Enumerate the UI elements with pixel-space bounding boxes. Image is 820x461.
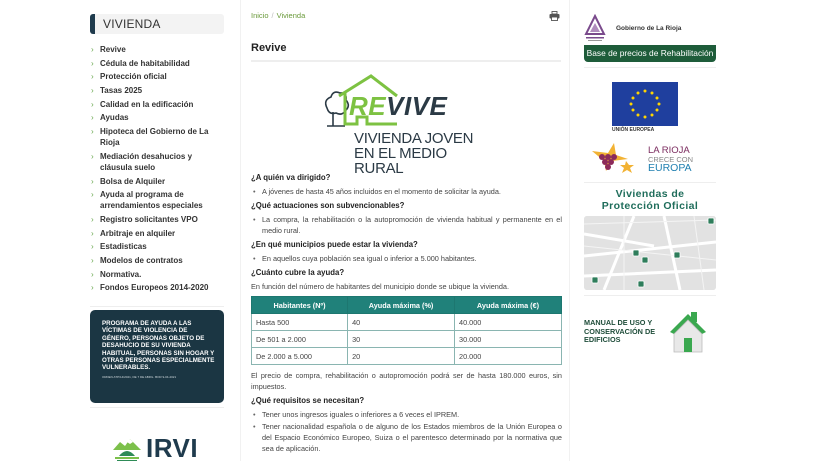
- sidebar-item-arrendamientos[interactable]: › Ayuda al programa de arrendamientos especiales: [91, 190, 203, 211]
- table-cell: 30: [348, 331, 455, 348]
- sidebar-item-cedula[interactable]: › Cédula de habitabilidad: [91, 58, 190, 68]
- question-heading: ¿Qué actuaciones son subvencionables?: [251, 201, 405, 210]
- answer-item: • Tener nacionalidad española o de alguno de los Estados miembros de la Unión Europea o del Espacio Económico Europeo, Suiza o el parentesco determinado por la normativa que sea de aplicación.: [251, 421, 562, 454]
- union-europea-logo[interactable]: [612, 82, 678, 133]
- table-cell: De 501 a 2.000: [252, 331, 348, 348]
- chevron-right-icon: ›: [91, 151, 94, 161]
- page-title: Revive: [251, 42, 287, 54]
- answer-item: • La compra, la rehabilitación o la autopromoción de vivienda habitual y permanente en el medio rural.: [251, 214, 562, 236]
- answer-item: • En aquellos cuya población sea igual o inferior a 5.000 habitantes.: [251, 253, 562, 264]
- chevron-right-icon: ›: [91, 242, 94, 252]
- sidebar-item-fondos[interactable]: › Fondos Europeos 2014-2020: [91, 283, 209, 293]
- answer-list: [251, 409, 562, 454]
- promo-order-text: ORDEN ATP/14/2021, DE 7 DE ABRIL. BOR 9-04-2021: [102, 374, 177, 379]
- chevron-right-icon: ›: [91, 113, 94, 123]
- table-row: [252, 314, 562, 331]
- chevron-right-icon: ›: [91, 228, 94, 238]
- vpo-title: Viviendas de Protección Oficial: [601, 188, 699, 212]
- chevron-right-icon: ›: [91, 269, 94, 279]
- title-divider: [251, 60, 561, 62]
- table-cell: Hasta 500: [252, 314, 348, 331]
- answer-item: • Tener unos ingresos iguales o inferiores a 6 veces el IPREM.: [251, 409, 562, 420]
- table-header: Ayuda máxima (%): [348, 297, 455, 314]
- promo-text: PROGRAMA DE AYUDA A LAS VÍCTIMAS DE VIOLENCIA DE GÉNERO, PERSONAS OBJETO DE DESAHUCIO DE SU VIVIENDA HABITUAL, PERSONAS SIN HOGAR Y OTRAS PERSONAS ESPECIALMENTE VULNERABLES.: [102, 320, 215, 372]
- sidebar-item-hipoteca[interactable]: › Hipoteca del Gobierno de La Rioja: [91, 127, 209, 148]
- manual-text: MANUAL DE USO Y CONSERVACIÓN DE EDIFICIOS: [584, 318, 656, 345]
- question-heading: ¿Qué requisitos se necesitan?: [251, 396, 365, 405]
- vpo-map: [584, 216, 716, 290]
- divider: [90, 407, 224, 408]
- chevron-right-icon: ›: [91, 283, 94, 293]
- chevron-right-icon: ›: [91, 45, 94, 54]
- manual-uso-banner[interactable]: [584, 310, 716, 354]
- chevron-right-icon: ›: [91, 86, 94, 96]
- vpo-map-banner[interactable]: [584, 188, 716, 290]
- chevron-right-icon: ›: [91, 99, 94, 109]
- article-body: [251, 173, 562, 458]
- sidebar-item-ayudas[interactable]: › Ayudas: [91, 113, 129, 123]
- colegio-logo-icon: [584, 14, 606, 44]
- grapes-stars-icon: [588, 141, 640, 177]
- question-heading: ¿En qué municipios puede estar la vivienda?: [251, 240, 418, 249]
- sidebar-item-registro[interactable]: › Registro solicitantes VPO: [91, 214, 198, 224]
- sidebar-item-bolsa[interactable]: › Bolsa de Alquiler: [91, 176, 166, 186]
- chevron-right-icon: ›: [91, 214, 94, 224]
- revive-brand: REVIVE: [349, 91, 448, 121]
- sidebar-item-revive[interactable]: › Revive: [91, 45, 126, 54]
- sidebar-item-mediacion[interactable]: › Mediación desahucios y cláusula suelo: [91, 151, 193, 172]
- table-row: [252, 331, 562, 348]
- table-cell: 20: [348, 348, 455, 365]
- sidebar-item-estadisticas[interactable]: › Estadisticas: [91, 242, 147, 252]
- revive-tagline: VIVIENDA JOVEN EN EL MEDIO RURAL: [354, 130, 474, 177]
- eu-label: UNIÓN EUROPEA: [612, 127, 655, 133]
- paragraph: El precio de compra, rehabilitación o autopromoción podrá ser de hasta 180.000 euros, sin impuestos.: [251, 371, 562, 391]
- breadcrumb-separator: /: [271, 11, 274, 20]
- chevron-right-icon: ›: [91, 127, 94, 137]
- map-icon: [584, 216, 716, 290]
- breadcrumb: [251, 11, 305, 20]
- promo-banner-violencia[interactable]: [90, 310, 224, 403]
- ayuda-table: [251, 296, 562, 365]
- table-row: [252, 348, 562, 365]
- table-cell: 20.000: [455, 348, 562, 365]
- table-cell: 40: [348, 314, 455, 331]
- divider: [584, 67, 716, 68]
- chevron-right-icon: ›: [91, 58, 94, 68]
- answer-list: [251, 186, 562, 197]
- printer-icon[interactable]: [549, 11, 560, 21]
- question-heading: ¿A quién va dirigido?: [251, 173, 331, 182]
- sidebar-item-normativa[interactable]: › Normativa.: [91, 269, 142, 279]
- table-header: Habitantes (Nº): [252, 297, 348, 314]
- table-header-row: [252, 297, 562, 314]
- gobierno-la-rioja-logo: Gobierno de La Rioja: [616, 25, 682, 32]
- divider: [584, 295, 716, 296]
- divider: [584, 182, 716, 183]
- base-precios-label: Base de precios de Rehabilitación: [584, 45, 716, 62]
- right-sidebar: [584, 12, 716, 354]
- answer-list: [251, 253, 562, 264]
- sidebar-menu: [90, 44, 224, 293]
- irvi-logo[interactable]: [112, 434, 198, 461]
- left-sidebar: [90, 14, 224, 461]
- la-rioja-crece-logo[interactable]: LA RIOJA CRECE CON EUROPA: [588, 141, 716, 177]
- answer-list: [251, 214, 562, 236]
- irvi-mountain-icon: [112, 436, 142, 461]
- answer-item: • A jóvenes de hasta 45 años incluidos en el momento de solicitar la ayuda.: [251, 186, 562, 197]
- question-heading: ¿Cuánto cubre la ayuda?: [251, 268, 345, 277]
- table-cell: De 2.000 a 5.000: [252, 348, 348, 365]
- sidebar-item-modelos[interactable]: › Modelos de contratos: [91, 255, 183, 265]
- table-cell: 40.000: [455, 314, 562, 331]
- green-house-icon: [666, 310, 710, 354]
- revive-logo: [319, 74, 489, 177]
- sidebar-item-arbitraje[interactable]: › Arbitraje en alquiler: [91, 228, 176, 238]
- chevron-right-icon: ›: [91, 255, 94, 265]
- sidebar-title: VIVIENDA: [90, 14, 224, 34]
- breadcrumb-vivienda[interactable]: Vivienda: [276, 11, 306, 20]
- eu-flag-icon: [612, 82, 678, 126]
- base-precios-banner[interactable]: [584, 12, 716, 62]
- sidebar-item-proteccion[interactable]: › Protección oficial: [91, 72, 167, 82]
- paragraph: En función del número de habitantes del municipio donde se ubique la vivienda.: [251, 282, 509, 291]
- table-cell: 30.000: [455, 331, 562, 348]
- chevron-right-icon: ›: [91, 176, 94, 186]
- main-content: [240, 0, 570, 461]
- sidebar-item-calidad[interactable]: › Calidad en la edificación: [91, 99, 194, 109]
- divider: [90, 306, 224, 307]
- sidebar-item-tasas[interactable]: › Tasas 2025: [91, 86, 143, 96]
- irvi-text: IRVI: [146, 433, 199, 461]
- chevron-right-icon: ›: [91, 72, 94, 82]
- breadcrumb-home[interactable]: Inicio: [251, 11, 269, 20]
- table-header: Ayuda máxima (€): [455, 297, 562, 314]
- chevron-right-icon: ›: [91, 190, 94, 200]
